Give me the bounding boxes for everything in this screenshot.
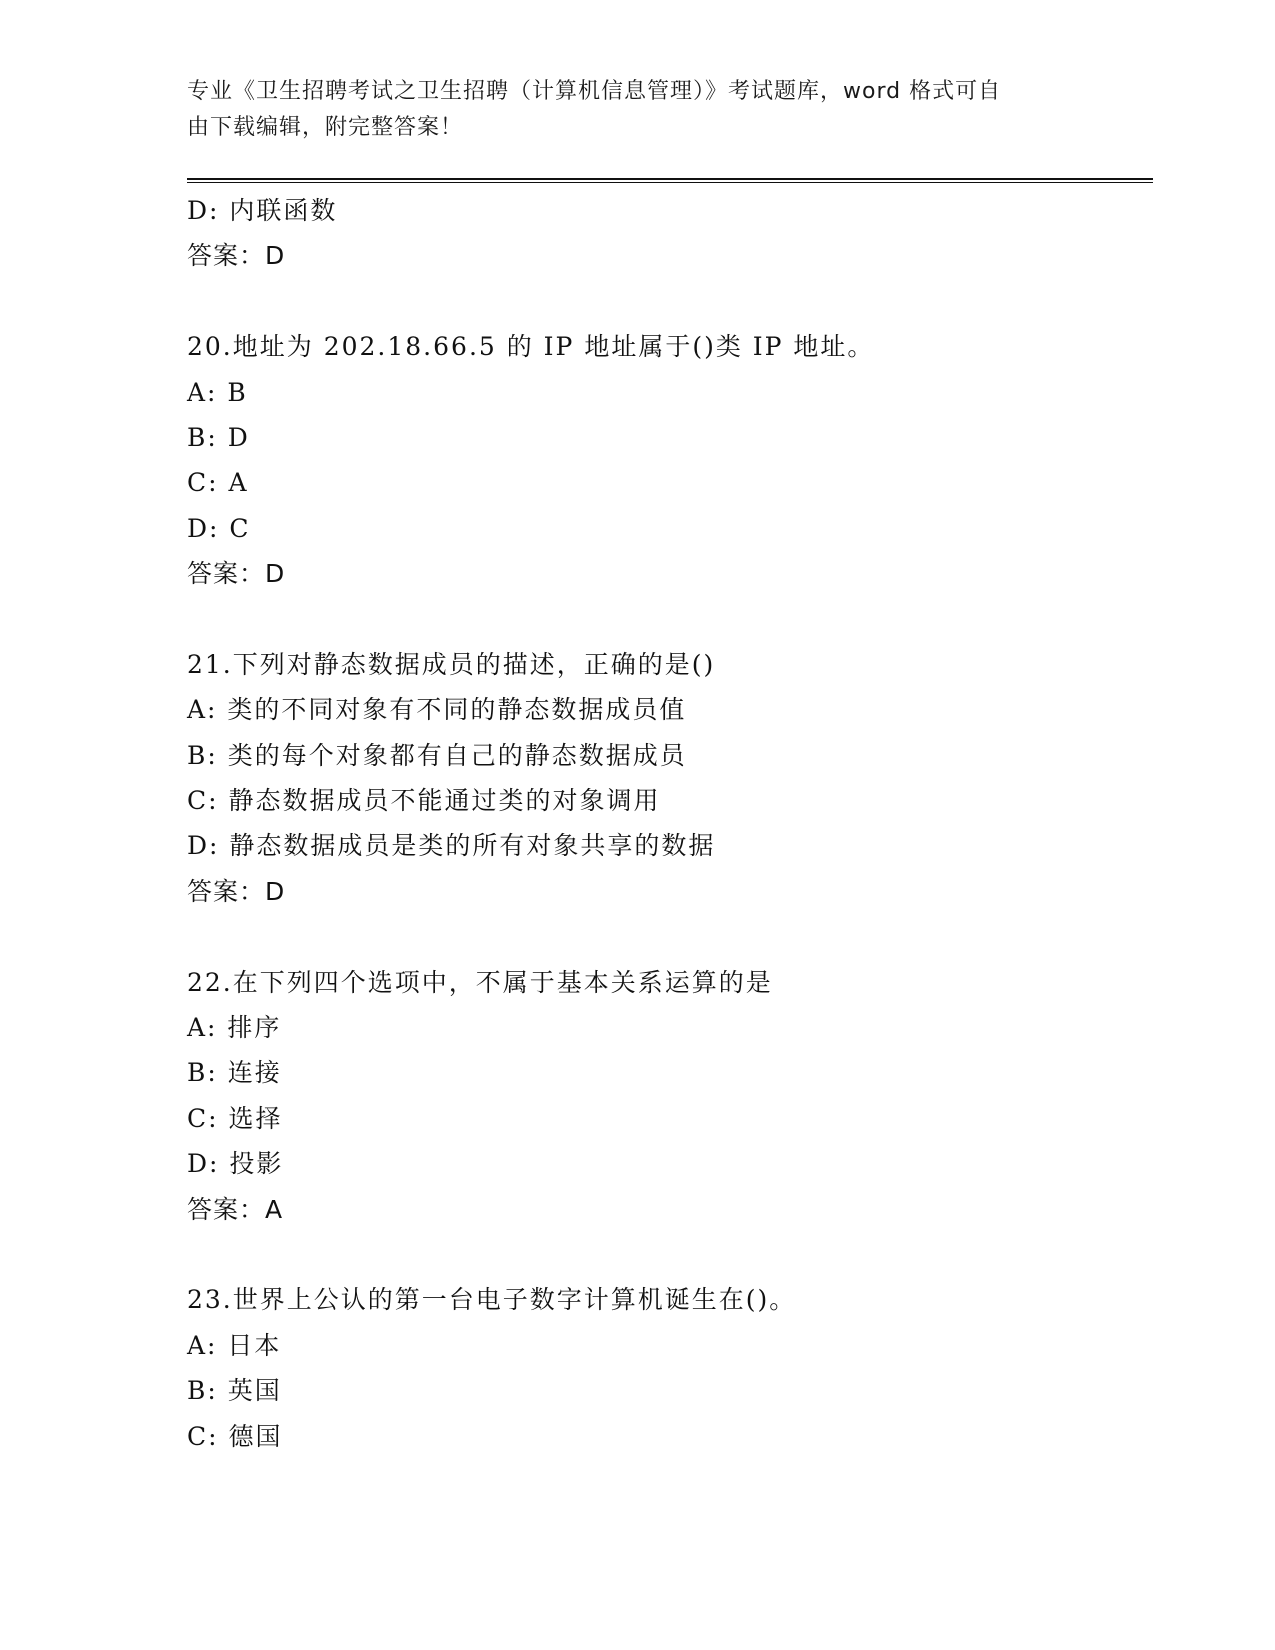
option-d: D: 投影: [187, 1149, 284, 1179]
answer-line: 答案：D: [187, 876, 286, 906]
option-c: C: A: [187, 468, 249, 498]
option-b: B: 连接: [187, 1058, 282, 1088]
question-22: [187, 960, 1153, 1232]
question-19-continued: [187, 188, 1153, 279]
question-21: [187, 642, 1153, 914]
spacer: [187, 279, 1153, 324]
document-header: [187, 74, 1067, 146]
option-b: B: 类的每个对象都有自己的静态数据成员: [187, 740, 687, 770]
header-divider: [187, 178, 1153, 183]
option-d: D: 静态数据成员是类的所有对象共享的数据: [187, 831, 716, 861]
option-b: B: 英国: [187, 1376, 282, 1406]
question-23: [187, 1277, 1153, 1459]
spacer: [187, 914, 1153, 959]
question-list: [187, 188, 1153, 1459]
option-c: C: 选择: [187, 1103, 283, 1133]
question-stem: 21.下列对静态数据成员的描述，正确的是(): [187, 649, 716, 679]
answer-line: 答案：A: [187, 1194, 284, 1224]
option-a: A: 类的不同对象有不同的静态数据成员值: [187, 695, 687, 725]
option-a: A: B: [187, 377, 248, 407]
option-d: D: C: [187, 513, 251, 543]
header-title-line-2: 由下载编辑，附完整答案！: [187, 115, 464, 140]
question-stem: 22.在下列四个选项中，不属于基本关系运算的是: [187, 967, 773, 997]
answer-line: 答案：D: [187, 559, 286, 589]
question-stem: 20.地址为 202.18.66.5 的 IP 地址属于()类 IP 地址。: [187, 332, 875, 362]
question-20: [187, 324, 1153, 596]
header-title-line-1: 专业《卫生招聘考试之卫生招聘（计算机信息管理）》考试题库，word 格式可自: [187, 79, 1002, 104]
option-c: C: 德国: [187, 1421, 283, 1451]
spacer: [187, 597, 1153, 642]
option-d: D: 内联函数: [187, 196, 338, 225]
option-a: A: 排序: [187, 1013, 282, 1043]
option-b: B: D: [187, 422, 250, 452]
option-c: C: 静态数据成员不能通过类的对象调用: [187, 786, 661, 816]
answer-line: 答案：D: [187, 241, 286, 271]
spacer: [187, 1232, 1153, 1277]
question-stem: 23.世界上公认的第一台电子数字计算机诞生在()。: [187, 1285, 797, 1315]
option-a: A: 日本: [187, 1330, 282, 1360]
